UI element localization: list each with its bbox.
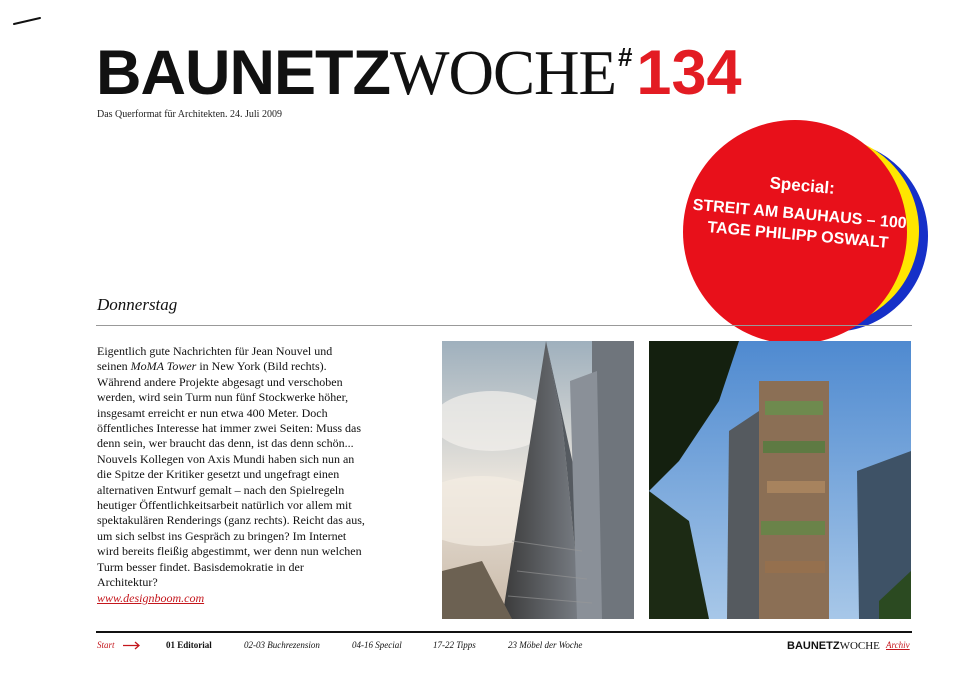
corner-mark: [12, 14, 52, 26]
issue-number: 134: [636, 38, 742, 108]
nav-item-special[interactable]: 04-16 Special: [352, 640, 402, 650]
footer-logo-light: WOCHE: [839, 640, 880, 652]
nav-item-buchrezension[interactable]: 02-03 Buchrezension: [244, 640, 320, 650]
footer-logo[interactable]: [787, 640, 880, 652]
nav-item-editorial[interactable]: 01 Editorial: [166, 640, 212, 650]
footer-logo-bold: BAUNETZ: [787, 640, 840, 652]
masthead-brand-bold: BAUNETZ: [96, 38, 390, 108]
masthead-logo[interactable]: [96, 38, 742, 108]
arrow-right-icon: [123, 641, 141, 650]
article-text-rest: in New York (Bild rechts). Während andere Projekte abgesagt und verschoben werden, wird sein Turm nun fünf Stockwerke höher, insgesamt erreicht er nun etwa 400 Meter. Doch öffentliches Interesse hat immer zwei Seiten: Muss das denn sein, wer braucht das denn, ist das denn schön... Nouvels Kollegen von Axis Mundi haben sich nun an die Spitze der Kritiker gesetzt und ungefragt einen alternativen Entwurf gemalt – nach den Spielregeln heutiger Öffentlichkeitsarbeit natürlich vor allem mit spektakulären Renderings (ganz rechts). Reicht das aus, um sich selbst ins Gespräch zu bringen? Im Internet wird bereits fleißig abgestimmt, wer denn nun welchen Turm besser findet. Basisdemokratie in der Architektur?: [97, 359, 365, 590]
nav-item-tipps[interactable]: 17-22 Tipps: [433, 640, 476, 650]
divider-top: [96, 325, 912, 326]
article-link[interactable]: www.designboom.com: [97, 590, 205, 605]
badge-headline: STREIT AM BAUHAUS – 100 TAGE PHILIPP OSWALT: [692, 196, 908, 252]
nav-start-label: Start: [97, 640, 115, 650]
tagline: Das Querformat für Architekten. 24. Juli 2009: [97, 109, 282, 120]
nav-start-link[interactable]: [97, 640, 141, 650]
rendering-image-left: [442, 341, 634, 619]
article-emphasis: MoMA Tower: [130, 359, 197, 374]
badge-special-label: Special:: [768, 173, 836, 198]
issue-hash: #: [617, 42, 633, 72]
masthead-brand-light: WOCHE: [389, 38, 616, 108]
nav-archive-link[interactable]: Archiv: [886, 640, 910, 650]
article-body: [97, 344, 365, 606]
nav-item-moebel[interactable]: 23 Möbel der Woche: [508, 640, 583, 650]
section-day-heading: Donnerstag: [97, 295, 178, 314]
rendering-image-right: [649, 341, 911, 619]
divider-bottom: [96, 631, 912, 633]
footer-nav: [97, 640, 913, 656]
article-text-start: Eigentlich gute Nachrichten für Jean Nouvel und seinen: [97, 344, 333, 374]
